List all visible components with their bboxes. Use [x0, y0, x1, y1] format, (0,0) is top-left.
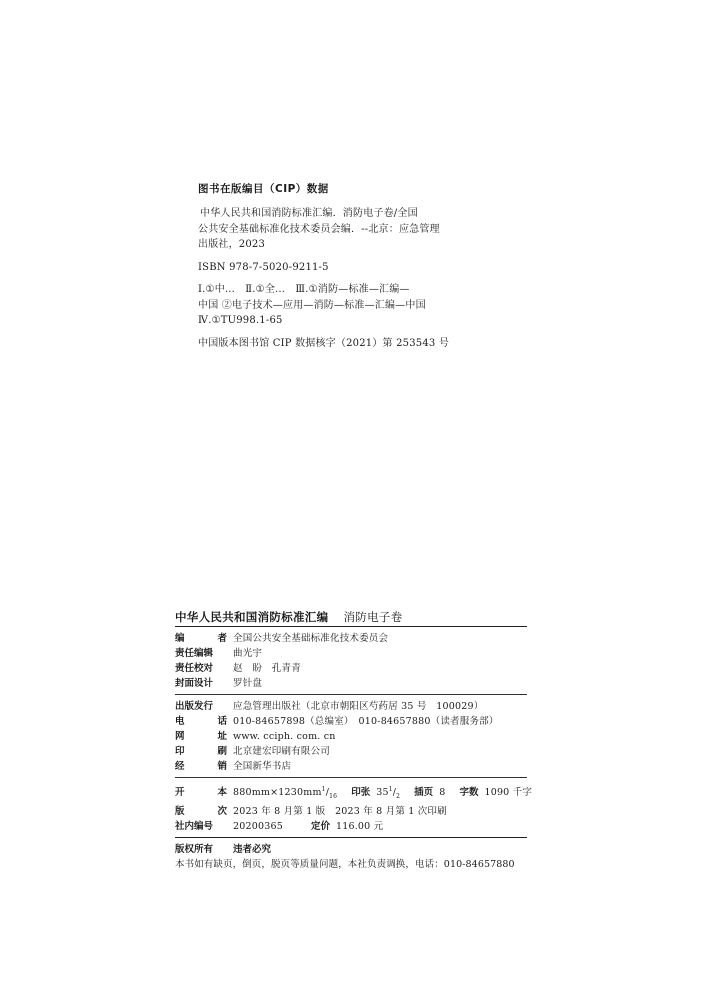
cip-description — [198, 206, 448, 253]
publish-label: 网 址 — [175, 731, 227, 742]
cip-classification — [198, 282, 448, 329]
publish-value: 010-84657898（总编室） 010-84657880（读者服务部） — [233, 716, 499, 727]
format-row — [175, 782, 533, 804]
serial-label: 社内编号 — [175, 821, 214, 833]
publish-row — [175, 759, 527, 774]
credit-label: 责任编辑 — [175, 648, 214, 659]
cip-classification-line: Ⅳ.①TU998.1-65 — [198, 315, 283, 326]
credit-row — [175, 661, 527, 676]
words-label: 字数 — [459, 787, 479, 799]
publish-value: 应急管理出版社（北京市朝阳区芍药居 35 号 100029） — [233, 701, 484, 712]
cip-description-line: 出版社，2023 — [198, 239, 266, 250]
rights-label: 版权所有 — [175, 844, 214, 856]
cip-classification-line: 中国 ②电子技术—应用—消防—标准—汇编—中国 — [198, 299, 426, 311]
credit-value: 赵 盼 孔青青 — [233, 663, 301, 674]
publish-value: www. cciph. com. cn — [233, 731, 336, 742]
sheets-label: 印张 — [351, 787, 371, 799]
publish-row — [175, 699, 527, 714]
publish-group — [175, 695, 527, 777]
isbn-text: ISBN 978-7-5020-9211-5 — [198, 261, 329, 273]
format-label: 开 本 — [175, 787, 227, 799]
edition-row — [175, 804, 527, 819]
credit-row — [175, 631, 527, 646]
cip-isbn — [198, 260, 448, 276]
credit-value: 罗针盘 — [233, 678, 263, 689]
plates-value: 8 — [439, 787, 446, 799]
format-group — [175, 778, 533, 837]
cip-block — [198, 181, 448, 358]
serial-row — [175, 819, 527, 834]
plates-label: 插页 — [414, 787, 434, 799]
publish-value: 全国新华书店 — [233, 761, 292, 772]
edition-label: 版 次 — [175, 806, 227, 818]
cip-number-text: 中国版本图书馆 CIP 数据核字（2021）第 253543 号 — [198, 337, 450, 349]
format-size: $880mm\times 1230mm^1/_{16}$ — [233, 786, 338, 801]
publish-value: 北京建宏印刷有限公司 — [233, 746, 331, 757]
words-value: 1090 千字 — [484, 787, 533, 799]
credit-value: 全国公共安全基础标准化技术委员会 — [233, 633, 389, 644]
credits-group — [175, 627, 527, 694]
cip-heading: 图书在版编目（CIP）数据 — [198, 183, 329, 195]
credit-label: 责任校对 — [175, 663, 214, 674]
colophon-block — [175, 606, 533, 872]
cip-description-line: 公共安全基础标准化技术委员会编．--北京：应急管理 — [198, 223, 440, 235]
publish-row — [175, 744, 527, 759]
rights-row — [175, 842, 527, 857]
publish-label: 电 话 — [175, 716, 227, 727]
book-subtitle: 消防电子卷 — [343, 610, 403, 624]
publish-label: 经 销 — [175, 761, 227, 772]
cip-classification-line: Ⅰ.①中… Ⅱ.①全… Ⅲ.①消防—标准—汇编— — [198, 284, 410, 295]
rights-notice: 本书如有缺页，倒页，脱页等质量问题，本社负责调换，电话：010-84657880 — [175, 859, 515, 871]
publish-row — [175, 729, 527, 744]
cip-number — [198, 336, 448, 352]
rights-warning: 违者必究 — [233, 844, 272, 856]
edition-value: 2023 年 8 月第 1 版 2023 年 8 月第 1 次印刷 — [233, 806, 447, 818]
credit-label: 编 者 — [175, 633, 227, 644]
serial-value: 20200365 — [233, 821, 283, 833]
price-value: 116.00 元 — [335, 821, 384, 833]
credit-value: 曲光宇 — [233, 648, 263, 659]
price-label: 定价 — [310, 821, 330, 833]
credit-row — [175, 646, 527, 661]
publish-label: 出版发行 — [175, 701, 214, 712]
book-title-row — [175, 606, 527, 626]
book-title: 中华人民共和国消防标准汇编 — [175, 610, 329, 624]
rights-block — [175, 838, 527, 872]
credit-label: 封面设计 — [175, 678, 214, 689]
credit-row — [175, 676, 527, 691]
publish-label: 印 刷 — [175, 746, 227, 757]
publish-row — [175, 714, 527, 729]
cip-description-line: 中华人民共和国消防标准汇编．消防电子卷/全国 — [200, 208, 418, 219]
sheets-value: $35^1/_2$ — [376, 786, 401, 801]
